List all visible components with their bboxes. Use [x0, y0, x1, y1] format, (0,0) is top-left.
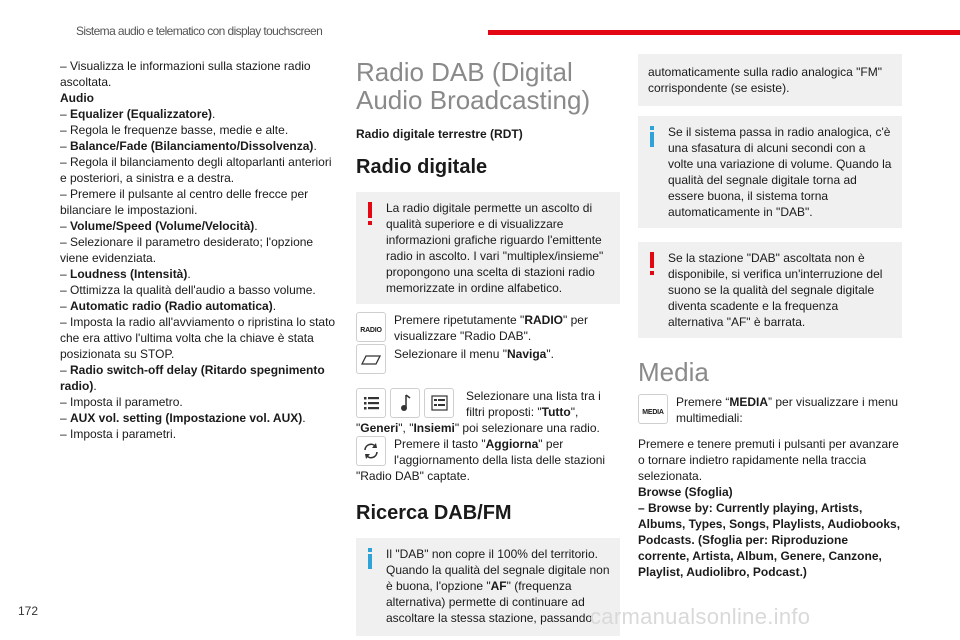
section-title-media: Media [638, 357, 709, 387]
warning-note: La radio digitale permette un ascolto di qualità superiore e di visualizzare informazioni grafiche riguardo l'emittente radio in ascolto. I vari "multiplex/insieme" propongono una scelta di stazioni radio memorizzate in ordine alfabetico. [356, 192, 620, 304]
text-line: – Regola il bilanciamento degli altoparlanti anteriori e posteriori, a sinistra e a destra. [60, 155, 332, 185]
instruction-naviga: Selezionare il menu "Naviga". [356, 346, 620, 376]
text-line: – Regola le frequenze basse, medie e alte. [60, 123, 289, 137]
section-label-audio: Audio [60, 91, 94, 105]
column-right [638, 54, 902, 580]
ensembles-icon[interactable] [424, 388, 454, 418]
page-number: 172 [18, 604, 39, 618]
text-line: – Imposta il parametro. [60, 395, 183, 409]
column-middle [356, 58, 620, 636]
instruction-radio: RADIO Premere ripetutamente "RADIO" per visualizzare "Radio DAB". [356, 312, 620, 346]
watermark: carmanualsonline.info [590, 604, 811, 629]
text-line: – Balance/Fade (Bilanciamento/Dissolvenza). [60, 139, 317, 153]
info-icon [650, 132, 654, 147]
warning-icon [650, 252, 654, 268]
text-line: – Imposta la radio all'avviamento o ripristina lo stato che era attivo l'ultima volta che la chiave è stata posizionata su STOP. [60, 315, 336, 361]
heading-radio-digitale: Radio digitale [356, 156, 488, 178]
instruction-filters: Selezionare una lista tra i filtri proposti: "Tutto", "Generi", "Insiemi" poi selezionare una radio. [356, 389, 601, 435]
header-accent-bar [488, 30, 960, 35]
text-line: – Visualizza le informazioni sulla stazione radio ascoltata. [60, 59, 311, 89]
section-title-dab: Radio DAB (Digital Audio Broadcasting) [356, 57, 591, 115]
text-line: – AUX vol. setting (Impostazione vol. AUX). [60, 411, 306, 425]
text-line: – Ottimizza la qualità dell'audio a basso volume. [60, 283, 316, 297]
heading-ricerca-dab-fm: Ricerca DAB/FM [356, 502, 512, 524]
browse-icon[interactable] [356, 344, 386, 374]
paragraph-skip: Premere e tenere premuti i pulsanti per avanzare o tornare indietro rapidamente nella traccia selezionata. [638, 437, 899, 483]
warning-note: Se la stazione "DAB" ascoltata non è disponibile, si verifica un'interruzione del suono se la qualità del segnale digitale diventa scadente e la frequenza alternativa "AF" è barrata. [638, 242, 902, 338]
text-line: – Automatic radio (Radio automatica). [60, 299, 277, 313]
text-line: – Equalizer (Equalizzatore). [60, 107, 216, 121]
text-line: – Radio switch-off delay (Ritardo spegnimento radio). [60, 363, 325, 393]
info-note: Il "DAB" non copre il 100% del territorio. Quando la qualità del segnale digitale non è buona, l'opzione "AF" (frequenza alternativa) permette di continuare ad ascoltare la stessa stazione, passando [356, 538, 620, 636]
browse-text: – Browse by: Currently playing, Artists, Albums, Types, Songs, Playlists, Audiobooks, Podcasts. (Sfoglia per: Riproduzione corrente, Artista, Album, Genere, Canzone, Playlist, Audiolibro, Podcast.) [638, 501, 901, 579]
text-line: – Loudness (Intensità). [60, 267, 191, 281]
instruction-refresh: Premere il tasto "Aggiorna" per l'aggiornamento della lista delle stazioni "Radio DAB" captate. [356, 437, 606, 483]
text-line: – Premere il pulsante al centro delle frecce per bilanciare le impostazioni. [60, 187, 309, 217]
radio-button-icon[interactable]: RADIO [356, 312, 386, 342]
instruction-media: MEDIA Premere “MEDIA” per visualizzare i menu multimediali: [638, 394, 902, 426]
browse-title: Browse (Sfoglia) [638, 485, 733, 499]
info-note: Se il sistema passa in radio analogica, c'è una sfasatura di alcuni secondi con a volte una variazione di volume. Quando la qualità del segnale digitale torna ad essere buona, il sistema torna automaticamente in "DAB". [638, 116, 902, 228]
refresh-icon[interactable] [356, 436, 386, 466]
column-left [60, 58, 340, 442]
info-icon [368, 554, 372, 569]
warning-icon [368, 202, 372, 218]
genres-icon[interactable] [390, 388, 420, 418]
subtitle-rdt: Radio digitale terrestre (RDT) [356, 127, 523, 141]
text-line: – Volume/Speed (Volume/Velocità). [60, 219, 258, 233]
media-button-icon[interactable]: MEDIA [638, 394, 668, 424]
page-header-title: Sistema audio e telematico con display touchscreen [76, 24, 323, 38]
info-note-continued: automaticamente sulla radio analogica "FM" corrispondente (se esiste). [638, 54, 902, 106]
text-line: – Selezionare il parametro desiderato; l'opzione viene evidenziata. [60, 235, 314, 265]
text-line: – Imposta i parametri. [60, 427, 177, 441]
list-all-icon[interactable] [356, 388, 386, 418]
